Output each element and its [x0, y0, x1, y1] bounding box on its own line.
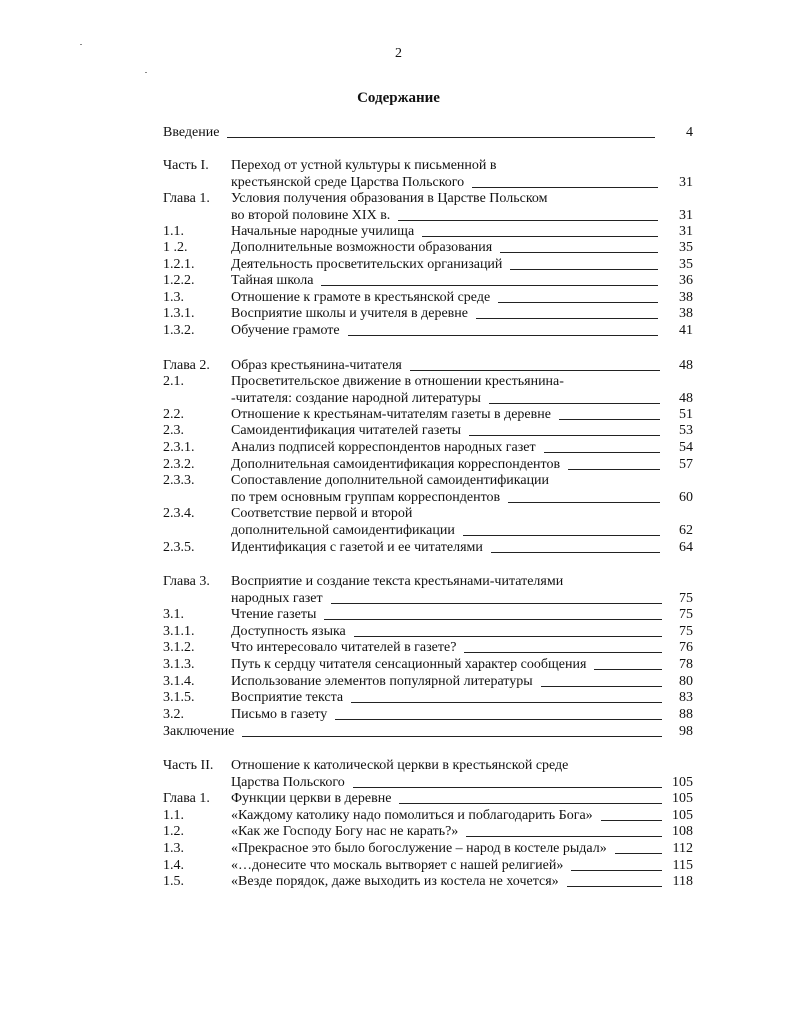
- toc-page-number: 60: [679, 490, 693, 505]
- toc-page-number: 80: [679, 674, 693, 689]
- toc-entry: [0, 573, 797, 590]
- toc-entry-number: Заключение: [163, 724, 235, 739]
- toc-leader-line: [559, 406, 660, 420]
- toc-page-number: 4: [686, 125, 693, 140]
- toc-leader-line: [463, 522, 660, 536]
- toc-entry-number: 1.3.2.: [163, 323, 195, 338]
- toc-leader-line: [227, 124, 655, 138]
- toc-leader-line: [568, 456, 660, 470]
- toc-entry-number: 3.1.4.: [163, 674, 195, 689]
- toc-entry: [0, 757, 797, 774]
- toc-page-number: 105: [672, 808, 693, 823]
- toc-entry: [0, 357, 797, 374]
- toc-leader-line: [398, 207, 658, 221]
- toc-entry-text: Восприятие и создание текста крестьянами-читателями: [231, 574, 564, 589]
- toc-entry: [0, 790, 797, 807]
- toc-entry: [0, 272, 797, 289]
- toc-entry-text: Доступность языка: [231, 624, 346, 639]
- toc-entry-text: Просветительское движение в отношении крестьянина-: [231, 374, 564, 389]
- toc-entry: [0, 840, 797, 857]
- toc-entry-text: Чтение газеты: [231, 607, 317, 622]
- toc-entry: [0, 472, 797, 489]
- toc-page-number: 35: [679, 257, 693, 272]
- toc-entry-number: Часть I.: [163, 158, 209, 173]
- toc-entry-text: Письмо в газету: [231, 707, 328, 722]
- toc-page-number: 88: [679, 707, 693, 722]
- toc-entry-text: Идентификация с газетой и ее читателями: [231, 540, 483, 555]
- toc-page-number: 35: [679, 240, 693, 255]
- toc-page-number: 118: [672, 874, 693, 889]
- toc-entry-text: Деятельность просветительских организаций: [231, 257, 503, 272]
- toc-leader-line: [476, 305, 658, 319]
- toc-entry-text: Переход от устной культуры к письменной в: [231, 158, 497, 173]
- toc-page-number: 57: [679, 457, 693, 472]
- toc-entry: [0, 522, 797, 539]
- toc-leader-line: [510, 256, 658, 270]
- toc-entry-text: Соответствие первой и второй: [231, 506, 413, 521]
- toc-leader-line: [594, 656, 662, 670]
- toc-entry-text: дополнительной самоидентификации: [231, 523, 455, 538]
- toc-entry-text: Дополнительная самоидентификация корреспондентов: [231, 457, 561, 472]
- toc-page-number: 41: [679, 323, 693, 338]
- toc-leader-line: [353, 774, 662, 788]
- toc-entry: [0, 774, 797, 791]
- toc-entry-text: Начальные народные училища: [231, 224, 415, 239]
- toc-entry-text: крестьянской среде Царства Польского: [231, 175, 465, 190]
- toc-entry-text: Условия получения образования в Царстве Польском: [231, 191, 548, 206]
- toc-page-number: 108: [672, 824, 693, 839]
- toc-entry: [0, 857, 797, 874]
- toc-entry: [0, 656, 797, 673]
- page-title: Содержание: [357, 90, 440, 106]
- toc-entry: [0, 439, 797, 456]
- toc-page-number: 115: [672, 858, 693, 873]
- toc-entry-number: 2.3.: [163, 423, 184, 438]
- toc-entry-number: Глава 2.: [163, 358, 210, 373]
- toc-page-number: 112: [672, 841, 693, 856]
- toc-page-number: 75: [679, 624, 693, 639]
- toc-entry: [0, 505, 797, 522]
- toc-entry: [0, 807, 797, 824]
- toc-entry: [0, 390, 797, 407]
- toc-entry-text: «Каждому католику надо помолиться и поблагодарить Бога»: [231, 808, 593, 823]
- toc-entry: [0, 639, 797, 656]
- toc-leader-line: [567, 873, 662, 887]
- page-number: 2: [395, 46, 402, 61]
- toc-entry: [0, 456, 797, 473]
- toc-entry: [0, 124, 797, 141]
- toc-page-number: 53: [679, 423, 693, 438]
- toc-leader-line: [399, 790, 662, 804]
- scan-speck: [145, 72, 147, 73]
- toc-page-number: 83: [679, 690, 693, 705]
- toc-entry-text: «Везде порядок, даже выходить из костела не хочется»: [231, 874, 559, 889]
- toc-entry-number: 1.1.: [163, 224, 184, 239]
- scan-speck: [80, 44, 82, 45]
- toc-entry: [0, 305, 797, 322]
- toc-entry-number: 3.1.2.: [163, 640, 195, 655]
- toc-entry: [0, 289, 797, 306]
- toc-entry: [0, 239, 797, 256]
- toc-entry-text: Что интересовало читателей в газете?: [231, 640, 457, 655]
- toc-leader-line: [544, 439, 660, 453]
- toc-entry-text: «Прекрасное это было богослужение – народ в костеле рыдал»: [231, 841, 607, 856]
- toc-leader-line: [489, 390, 660, 404]
- toc-entry: [0, 406, 797, 423]
- toc-entry: [0, 207, 797, 224]
- toc-entry-number: 1.2.1.: [163, 257, 195, 272]
- toc-leader-line: [324, 606, 662, 620]
- toc-entry-text: народных газет: [231, 591, 323, 606]
- toc-page-number: 105: [672, 775, 693, 790]
- toc-entry-number: 3.1.3.: [163, 657, 195, 672]
- toc-entry: [0, 706, 797, 723]
- toc-leader-line: [500, 239, 658, 253]
- toc-entry: [0, 623, 797, 640]
- toc-entry-text: Тайная школа: [231, 273, 314, 288]
- toc-entry-text: Царства Польского: [231, 775, 345, 790]
- toc-page-number: 76: [679, 640, 693, 655]
- toc-entry: [0, 673, 797, 690]
- toc-entry-text: «Как же Господу Богу нас не карать?»: [231, 824, 459, 839]
- toc-entry: [0, 157, 797, 174]
- toc-entry-text: Образ крестьянина-читателя: [231, 358, 402, 373]
- toc-entry-text: «…донесите что москаль вытворяет с нашей религией»: [231, 858, 564, 873]
- toc-leader-line: [491, 539, 660, 553]
- toc-leader-line: [466, 823, 662, 837]
- toc-entry: [0, 590, 797, 607]
- toc-entry-text: Отношение к грамоте в крестьянской среде: [231, 290, 491, 305]
- toc-entry-number: 1.3.: [163, 290, 184, 305]
- toc-entry-number: 2.3.4.: [163, 506, 195, 521]
- toc-entry-number: 1.2.: [163, 824, 184, 839]
- toc-entry: [0, 373, 797, 390]
- toc-entry-number: 2.3.5.: [163, 540, 195, 555]
- toc-leader-line: [348, 322, 658, 336]
- toc-leader-line: [472, 174, 658, 188]
- toc-page-number: 62: [679, 523, 693, 538]
- toc-leader-line: [571, 857, 662, 871]
- toc-entry: [0, 174, 797, 191]
- toc-leader-line: [469, 422, 660, 436]
- toc-entry-number: 3.2.: [163, 707, 184, 722]
- toc-entry-number: Глава 1.: [163, 191, 210, 206]
- toc-page-number: 31: [679, 175, 693, 190]
- toc-page-number: 31: [679, 224, 693, 239]
- toc-entry-text: Отношение к католической церкви в крестьянской среде: [231, 758, 569, 773]
- toc-leader-line: [351, 689, 662, 703]
- toc-entry: [0, 322, 797, 339]
- toc-entry-number: 1 .2.: [163, 240, 188, 255]
- toc-page-number: 38: [679, 306, 693, 321]
- toc-entry-number: 1.4.: [163, 858, 184, 873]
- toc-entry-text: Восприятие школы и учителя в деревне: [231, 306, 468, 321]
- toc-page-number: 75: [679, 607, 693, 622]
- toc-entry-number: 3.1.1.: [163, 624, 195, 639]
- toc-entry-text: Дополнительные возможности образования: [231, 240, 493, 255]
- toc-page-number: 54: [679, 440, 693, 455]
- toc-page-number: 36: [679, 273, 693, 288]
- toc-entry: [0, 539, 797, 556]
- toc-entry-text: Сопоставление дополнительной самоидентификации: [231, 473, 550, 488]
- toc-leader-line: [335, 706, 662, 720]
- toc-entry: [0, 689, 797, 706]
- toc-leader-line: [422, 223, 658, 237]
- toc-entry-number: 2.2.: [163, 407, 184, 422]
- toc-entry-text: Путь к сердцу читателя сенсационный характер сообщения: [231, 657, 587, 672]
- toc-leader-line: [321, 272, 658, 286]
- toc-entry: [0, 606, 797, 623]
- toc-entry-number: 2.3.3.: [163, 473, 195, 488]
- toc-entry-number: 1.3.: [163, 841, 184, 856]
- toc-leader-line: [242, 723, 662, 737]
- toc-entry-text: -читателя: создание народной литературы: [231, 391, 481, 406]
- toc-page-number: 51: [679, 407, 693, 422]
- toc-leader-line: [354, 623, 662, 637]
- toc-page-number: 98: [679, 724, 693, 739]
- toc-entry: [0, 223, 797, 240]
- toc-entry-number: 3.1.5.: [163, 690, 195, 705]
- toc-leader-line: [410, 357, 660, 371]
- toc-entry-number: Глава 3.: [163, 574, 210, 589]
- toc-page-number: 75: [679, 591, 693, 606]
- toc-entry-number: 1.2.2.: [163, 273, 195, 288]
- toc-entry-number: 2.1.: [163, 374, 184, 389]
- toc-entry-text: Анализ подписей корреспондентов народных газет: [231, 440, 536, 455]
- toc-page-number: 78: [679, 657, 693, 672]
- toc-entry: [0, 256, 797, 273]
- toc-entry-number: 2.3.2.: [163, 457, 195, 472]
- toc-entry-text: Отношение к крестьянам-читателям газеты в деревне: [231, 407, 551, 422]
- toc-entry-text: по трем основным группам корреспондентов: [231, 490, 501, 505]
- toc-page-number: 105: [672, 791, 693, 806]
- toc-leader-line: [464, 639, 662, 653]
- toc-leader-line: [508, 489, 660, 503]
- toc-entry-number: 3.1.: [163, 607, 184, 622]
- toc-entry-text: Восприятие текста: [231, 690, 344, 705]
- toc-entry: [0, 873, 797, 890]
- toc-entry: [0, 723, 797, 740]
- toc-entry-number: Введение: [163, 125, 220, 140]
- toc-entry-number: Глава 1.: [163, 791, 210, 806]
- toc-entry-text: Использование элементов популярной литературы: [231, 674, 533, 689]
- toc-page-number: 48: [679, 358, 693, 373]
- toc-entry: [0, 190, 797, 207]
- toc-page-number: 48: [679, 391, 693, 406]
- toc-entry-text: Обучение грамоте: [231, 323, 340, 338]
- toc-entry-number: 1.3.1.: [163, 306, 195, 321]
- toc-entry-text: во второй половине XIX в.: [231, 208, 391, 223]
- toc-leader-line: [331, 590, 662, 604]
- toc-entry-number: 1.5.: [163, 874, 184, 889]
- toc-entry-text: Самоидентификация читателей газеты: [231, 423, 462, 438]
- toc-page-number: 31: [679, 208, 693, 223]
- toc-entry: [0, 823, 797, 840]
- toc-leader-line: [498, 289, 658, 303]
- toc-entry-number: Часть II.: [163, 758, 214, 773]
- toc-entry: [0, 489, 797, 506]
- toc-leader-line: [541, 673, 662, 687]
- toc-entry-text: Функции церкви в деревне: [231, 791, 392, 806]
- toc-entry-number: 2.3.1.: [163, 440, 195, 455]
- toc-page-number: 64: [679, 540, 693, 555]
- toc-page-number: 38: [679, 290, 693, 305]
- toc-entry-number: 1.1.: [163, 808, 184, 823]
- toc-entry: [0, 422, 797, 439]
